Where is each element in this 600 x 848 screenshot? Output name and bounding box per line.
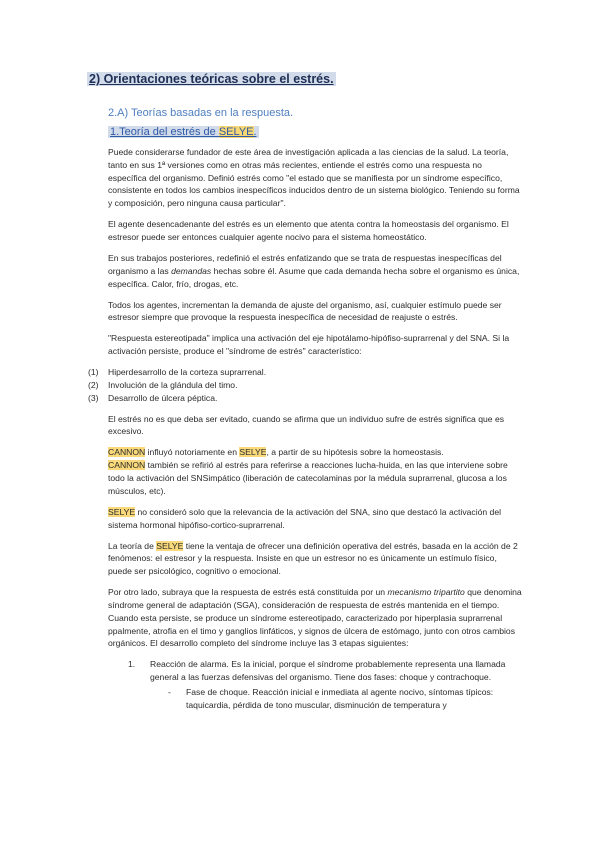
stages-list: [108, 658, 522, 711]
list-item: [88, 392, 522, 405]
paragraph-5: "Respuesta estereotipada" implica una activación del eje hipotálamo-hipófiso-suprarrenal y del SNA. Si la activación persiste, produce el "síndrome de estrés" característico:: [108, 333, 510, 357]
list-number: (2): [88, 379, 99, 390]
p7-text-c: también se refirió al estrés para referirse a reacciones lucha-huida, en las que interviene sobre todo la activación del SNSimpático (liberación de catecolaminas por la médula suprarrenal, glucosa a los músculos, etc).: [108, 460, 508, 496]
list-number: (1): [88, 367, 99, 378]
heading-subsection: 2.A) Teorías basadas en la respuesta.: [108, 107, 294, 119]
list-text: Involución de la glándula del timo.: [108, 379, 238, 390]
heading-theory-prefix: 1.Teoría del estrés de: [110, 126, 219, 138]
name-highlight: CANNON: [108, 447, 146, 458]
heading-theory: [108, 126, 259, 138]
list-item: [88, 379, 522, 392]
list-number: (3): [88, 392, 99, 403]
paragraph-1: Puede considerarse fundador de este área de investigación aplicada a las ciencias de la salud. La teoría, tanto en sus 1ª versiones como en otras más recientes, entiende el estrés como una respuesta no específica del organismo. Definió estrés como "el estado que se manifiesta por un síndrome específico, consistente en todos los cambios inespecíficos inducidos dentro de un sistema biológico. Teniendo su forma y composición, pero ninguna causa particular".: [108, 147, 520, 209]
p9-text-b: tiene la ventaja de ofrecer una definición operativa del estrés, basada en la acción de 2 fenómenos: el estresor y la respuesta. Insiste en que un estresor no es únicamente un estímulo físico, puede ser psicológico, cognitivo o emocional.: [108, 540, 518, 577]
symptom-list: [88, 366, 522, 404]
paragraph-10: [108, 586, 522, 650]
list-item: [108, 658, 522, 711]
heading-section: 2) Orientaciones teóricas sobre el estrés.: [89, 72, 334, 86]
list-text: Reacción de alarma. Es la inicial, porque el síndrome probablemente representa una llamada general a las fuerzas defensivas del organismo. Tiene dos fases: choque y contrachoque.: [150, 659, 506, 683]
p10-text-a: Por otro lado, subraya que la respuesta de estrés está constituida por un: [108, 587, 388, 598]
paragraph-9: [108, 540, 522, 578]
paragraph-8: [108, 506, 522, 532]
p7-text-b: , a partir de su hipótesis sobre la homeostasis.: [266, 447, 444, 458]
list-item: [150, 686, 522, 712]
p3-text-a: En sus trabajos posteriores, redefinió el estrés enfatizando que se trata de respuestas inespecíficas del organismo a las: [108, 252, 502, 276]
name-highlight: CANNON: [108, 460, 146, 471]
paragraph-3: [108, 252, 522, 290]
paragraph-7: [108, 446, 522, 497]
paragraph-4: Todos los agentes, incrementan la demanda de ajuste del organismo, así, cualquier estímulo puede ser estresor siempre que provoque la respuesta inespecífica de necesidad de reajuste o estrés.: [108, 299, 502, 323]
heading-theory-name: SELYE: [218, 126, 254, 138]
phase-list: [150, 686, 522, 712]
paragraph-6: El estrés no es que deba ser evitado, cuando se afirma que un individuo sufre de estrés significa que es excesivo.: [108, 413, 505, 437]
list-text: Hiperdesarrollo de la corteza suprarrenal.: [108, 367, 267, 378]
name-highlight: SELYE: [239, 447, 267, 458]
list-text: Desarrollo de úlcera péptica.: [108, 392, 218, 403]
p10-text-b: que denomina síndrome general de adaptación (SGA), consideración de respuesta de estrés mantenida en el tiempo. Cuando esta persiste, se produce un síndrome estereotipado, caracterizado por hiperplasia suprarrenal ppalmente, atrofia en el timo y ganglios linfáticos, y signos de úlcera de estómago, junto con otros cambios orgánicos. El desarrollo completo del síndrome incluye las 3 etapas siguientes:: [108, 587, 522, 649]
p8-text-a: no consideró solo que la relevancia de la activación del SNA, sino que destacó la activación del sistema hormonal hipófiso-cortico-suprarrenal.: [108, 506, 502, 530]
p3-text-b: hechas sobre él. Asume que cada demanda hecha sobre el organismo es única, específica. Calor, frío, drogas, etc.: [108, 265, 520, 289]
list-number: 1.: [128, 659, 136, 670]
name-highlight: SELYE: [156, 540, 184, 551]
p9-text-a: La teoría de: [108, 540, 157, 551]
heading-theory-suffix: .: [253, 126, 257, 138]
body-text: [88, 146, 522, 712]
p10-emphasis: mecanismo tripartito: [387, 587, 465, 598]
p3-emphasis: demandas: [171, 265, 212, 276]
p7-text-a: influyó notoriamente en: [145, 447, 240, 458]
list-dash: -: [168, 686, 171, 697]
paragraph-2: El agente desencadenante del estrés es un elemento que atenta contra la homeostasis del organismo. El estresor puede ser entonces cualquier agente nocivo para el sistema homeostático.: [108, 219, 509, 242]
list-item: [88, 366, 522, 379]
name-highlight: SELYE: [108, 506, 136, 517]
list-text: Fase de choque. Reacción inicial e inmediata al agente nocivo, síntomas típicos: taquicardia, pérdida de tono muscular, disminución de temperatura y: [186, 686, 494, 710]
